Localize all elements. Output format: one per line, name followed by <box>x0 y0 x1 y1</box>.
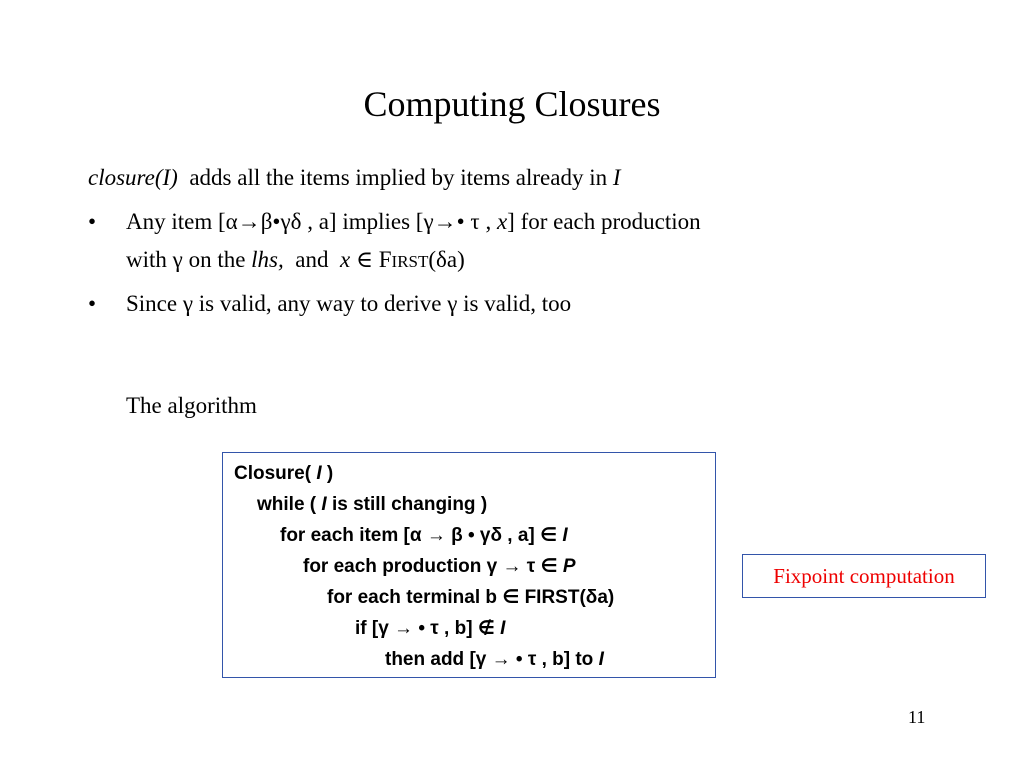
bullet-1-text-a: Any item [ <box>126 209 226 234</box>
code-line-4-a: for each production γ → τ ∈ <box>303 556 563 577</box>
bullet-1-line-2-a: with <box>126 247 173 272</box>
bullet-1-line-2-c: and <box>283 247 340 272</box>
bullet-1-line-1 <box>126 208 701 236</box>
bullet-1-line-2 <box>126 246 465 276</box>
code-line-4-i: P <box>562 556 576 577</box>
code-line-1-b: ) <box>321 463 334 484</box>
lookahead-x: x <box>496 209 508 234</box>
intro-text: adds all the items implied by items already in <box>189 165 608 190</box>
code-line-7 <box>385 648 604 672</box>
code-line-2-b: is still changing ) <box>326 494 488 515</box>
code-line-5 <box>327 586 614 610</box>
code-line-2 <box>257 493 487 517</box>
lookahead-x-2: x <box>339 247 351 272</box>
algorithm-code-box <box>222 452 716 678</box>
code-line-6-i: I <box>500 618 506 639</box>
bullet-1-line-2-b: on the <box>182 247 252 272</box>
first-small-caps: IRST <box>391 252 429 271</box>
fixpoint-callout: Fixpoint computation <box>742 554 986 598</box>
code-line-3-i: I <box>562 525 568 546</box>
new-item-rule: γ→• τ <box>423 209 480 234</box>
code-line-1-i: I <box>316 463 322 484</box>
code-line-3-a: for each item [α → β • γδ , a] ∈ <box>280 525 563 546</box>
page-number: 11 <box>908 707 926 727</box>
gamma-symbol: γ <box>172 247 183 272</box>
first-prefix: ∈ F <box>350 247 392 272</box>
code-line-2-i: I <box>321 494 327 515</box>
code-line-7-i: I <box>598 649 604 670</box>
bullet-1-text-b: , a] implies [ <box>301 209 424 234</box>
bullet-marker-1: • <box>88 209 97 234</box>
intro-line <box>88 164 621 192</box>
code-line-1 <box>234 462 333 486</box>
code-line-1-a: Closure( <box>234 463 317 484</box>
closure-term: closure(I) <box>88 165 178 190</box>
code-line-7-a: then add [γ → • τ , b] to <box>385 649 599 670</box>
bullet-marker-2: • <box>88 291 97 316</box>
code-line-4 <box>303 555 576 579</box>
slide-title: Computing Closures <box>363 84 661 124</box>
code-line-3 <box>280 524 568 548</box>
bullet-1-text-d: ] for each production <box>507 209 701 234</box>
code-line-6-a: if [γ → • τ , b] ∉ <box>355 618 501 639</box>
algorithm-heading: The algorithm <box>126 393 257 418</box>
bullet-1-text-c: , <box>479 209 497 234</box>
bullet-2-text: Since γ is valid, any way to derive γ is valid, too <box>126 291 572 316</box>
item-rule: α→β•γδ <box>225 209 302 234</box>
lhs-term: lhs, <box>251 247 284 272</box>
code-line-6 <box>355 617 505 641</box>
first-argument: (δa) <box>428 247 465 272</box>
code-line-5-a: for each terminal b ∈ FIRST(δa) <box>327 587 615 608</box>
intro-set: I <box>612 165 621 190</box>
code-line-2-a: while ( <box>257 494 322 515</box>
